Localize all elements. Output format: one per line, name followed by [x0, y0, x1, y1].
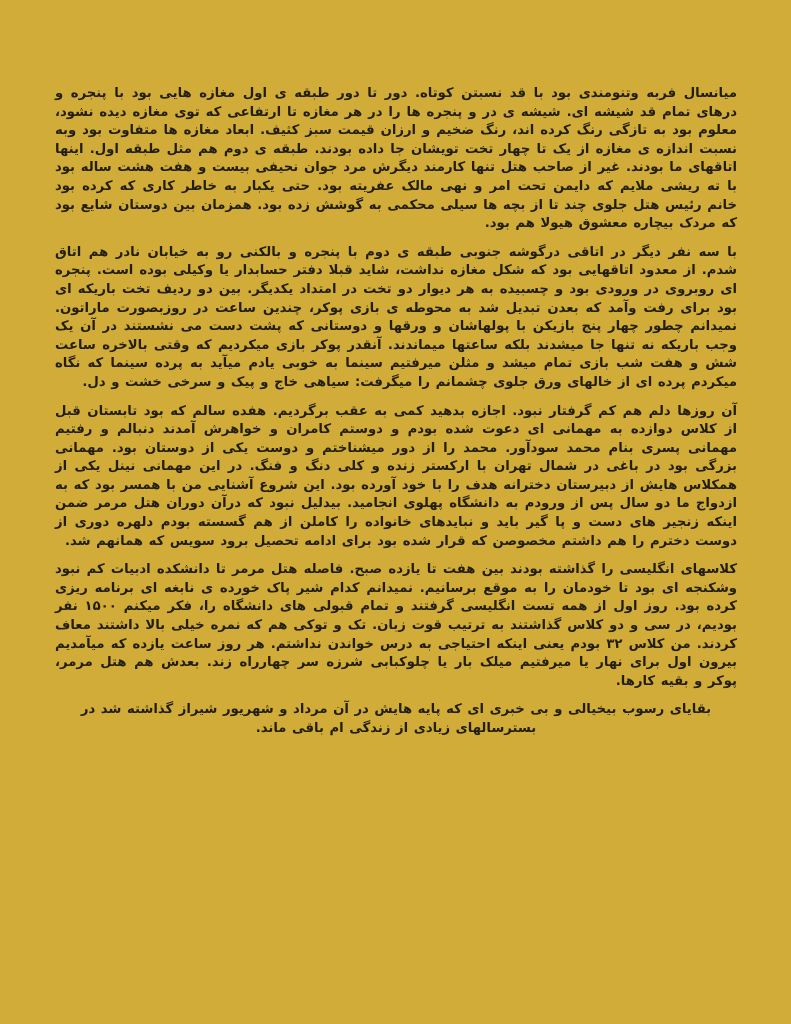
paragraph-hotel-description: میانسال فربه وتنومندی بود با قد نسبتن کوتاه. دور تا دور طبقه ی اول مغازه هایی بود با پنجره و درهای تمام قد شیشه ای. شیشه ی در و پنجره ها را در هر مغازه تا ارتفاعی که توی مغازه دیده نشود، معلوم بود به تازگی رنگ کرده اند، رنگ ضخیم و ارزان قیمت سبز کثیف. ابعاد مغازه ها متفاوت بود وبه نسبت اندازه ی مغازه از یک تا چهار تخت تویشان جا داده بودند. طبقه ی دوم هم مثل طبقه اول. اینها اتاقهای ما بودند. غیر از صاحب هتل تنها کارمند دیگرش مرد جوان نحیفی بیست و هفت هشت ساله بود با ته ریشی ملایم که دایمن تحت امر و نهی مالک عفریته بود. حتی یکبار به خاطر کاری که کرده بود خانم رئیس هتل جلوی چند تا از بچه ها سیلی محکمی به گوشش زده بود. همزمان بین دوستان شایع بود که مردک بیچاره معشوق هیولا هم بود. — [55, 86, 737, 232]
paragraph-party-memory: آن روزها دلم هم کم گرفتار نبود. اجازه بدهید کمی به عقب برگردیم. هفده سالم که بود تابستان قبل از کلاس دوازده به مهمانی ای دعوت شده بودم و دوستم کامران و خواهرش آمدند دنبالم و رفتیم مهمانی پسری بنام محمد سودآور. محمد را از دور میشناختم و دوست یکی از دوستان بود. مهمانی بزرگی بود در باغی در شمال تهران با ارکستر زنده و کلی دنگ و فنگ. در این مهمانی نینل یکی از همکلاس هایش از دبیرستان دخترانه هدف را با خود آورده بود. این شروع آشنایی من با همسر بود که به ازدواج ما دو سال پس از ورودم به دانشگاه پهلوی انجامید. بیدلیل نبود که درآن دوران هتل مرمر ضمن اینکه زنجیر های دست و پا گیر باید و نبایدهای خانواده را کاملن از هم گسسته بودم دلهره دوری از دوست دخترم را هم داشتم مخصوصن که قرار شده بود برای ادامه تحصیل برود سویس که همانهم شد. — [55, 403, 737, 549]
paragraph-room-and-poker: با سه نفر دیگر در اتاقی درگوشه جنوبی طبقه ی دوم با پنجره و بالکنی رو به خیابان نادر هم اتاق شدم. از معدود اتاقهایی بود که شکل مغازه نداشت، شاید قبلا دفتر حسابدار یا وکیلی بوده است. پنجره ای روبروی در ورودی بود و چسبیده به هر دیوار دو تخت در امتداد یکدیگر. بین دو ردیف تخت باریکه ای بود برای رفت وآمد که بعدن تبدیل شد به محوطه ی بازی پوکر، چندین ساعت در روزبصورت ماراتون. نمیدانم چطور چهار پنج بازیکن با پولهاشان و ورقها و دوستانی که پشت دست می نشستند در آن یک وجب باریکه نه تنها جا میشدند بلکه ساعتها میماندند. آنقدر پوکر بازی میکردیم که وقتی بالاخره ساعت شش و هفت شب بازی تمام میشد و مثلن میرفتیم سینما به خوبی یادم میآید به پرده سینما که نگاه میکردم پرده ای از خالهای ورق جلوی چشمانم را میگرفت: سیاهی خاج و پیک و سرخی خشت و دل. — [55, 244, 737, 390]
paragraph-english-classes: کلاسهای انگلیسی را گذاشته بودند بین هفت تا یازده صبح. فاصله هتل مرمر تا دانشکده ادبیات کم نبود وشکنجه ای بود تا خودمان را به موقع برسانیم. نمیدانم کدام شیر پاک خورده ی نابغه ای برنامه ریزی کرده بود. روز اول از همه تست انگلیسی گرفتند و تمام قبولی های دانشگاه را، فکر میکنم ۱۵۰۰ نفر بودیم، در سی و دو کلاس گذاشتند به ترتیب قوت زبان. تک و توکی هم که نمره خیلی بالا داشتند معاف کردند. من کلاس ۳۲ بودم یعنی اینکه احتیاجی به درس خواندن نداشتم. هر روز ساعت یازده که میآمدیم بیرون اول برای نهار یا میرفتیم میلک بار یا چلوکبابی شرزه سر چهارراه زند. بعدش هم هتل مرمر، پوکر و بقیه کارها. — [55, 562, 738, 689]
paragraph-closing: بقایای رسوب بیخیالی و بی خبری ای که پایه هایش در آن مرداد و شهریور شیراز گذاشته شد در بسترسالهای زیادی از زندگی ام باقی ماند. — [80, 702, 712, 736]
